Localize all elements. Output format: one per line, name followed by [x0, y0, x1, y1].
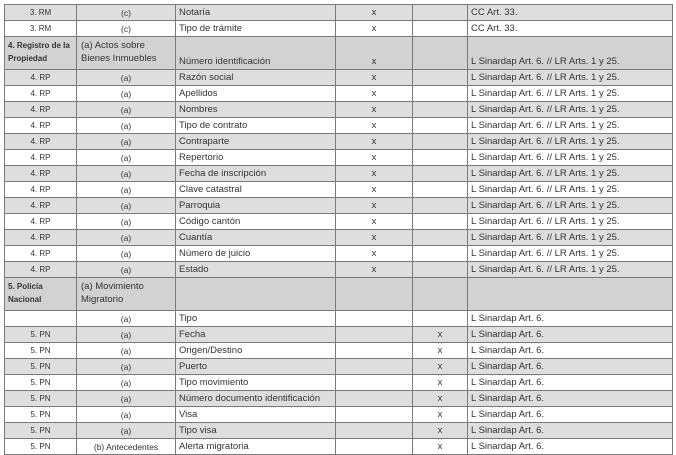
sub-category: (a) [77, 391, 176, 407]
entity-code: 4. RP [5, 262, 77, 278]
mark-column-2: x [413, 439, 468, 455]
mark-column-2 [413, 182, 468, 198]
section-subhead: (a) Actos sobre Bienes Inmuebles [77, 37, 176, 70]
entity-code: 4. RP [5, 150, 77, 166]
section-subhead: (a) Movimiento Migratorio [77, 278, 176, 311]
entity-code: 5. PN [5, 391, 77, 407]
field-name: Tipo de contrato [176, 118, 336, 134]
sub-category: (a) [77, 214, 176, 230]
field-name: Tipo movimiento [176, 375, 336, 391]
mark-column-2 [413, 21, 468, 37]
sub-category: (a) [77, 311, 176, 327]
mark-column-2 [413, 246, 468, 262]
table-row [5, 439, 673, 455]
mark-column-1 [336, 278, 413, 311]
table-row [5, 407, 673, 423]
entity-code: 5. PN [5, 407, 77, 423]
sub-category: (a) [77, 86, 176, 102]
legal-reference: L Sinardap Art. 6. // LR Arts. 1 y 25. [468, 230, 673, 246]
table-row [5, 70, 673, 86]
mark-column-2 [413, 118, 468, 134]
entity-code: 4. RP [5, 86, 77, 102]
mark-column-1: x [336, 118, 413, 134]
sub-category: (a) [77, 102, 176, 118]
mark-column-1: x [336, 86, 413, 102]
mark-column-2: x [413, 423, 468, 439]
mark-column-1: x [336, 150, 413, 166]
sub-category: (a) [77, 343, 176, 359]
mark-column-2 [413, 230, 468, 246]
entity-code: 5. PN [5, 375, 77, 391]
mark-column-2 [413, 150, 468, 166]
mark-column-1: x [336, 198, 413, 214]
table-row [5, 214, 673, 230]
mark-column-1 [336, 343, 413, 359]
mark-column-2: x [413, 359, 468, 375]
mark-column-1: x [336, 102, 413, 118]
mark-column-1 [336, 391, 413, 407]
entity-code: 3. RM [5, 21, 77, 37]
section-title: 5. Policía Nacional [5, 278, 77, 311]
field-name: Número documento identificación [176, 391, 336, 407]
entity-code: 3. RM [5, 5, 77, 21]
field-name: Número de juicio [176, 246, 336, 262]
table-row [5, 150, 673, 166]
table-row [5, 262, 673, 278]
table-row [5, 118, 673, 134]
entity-code: 4. RP [5, 214, 77, 230]
legal-reference: L Sinardap Art. 6. [468, 359, 673, 375]
entity-code: 4. RP [5, 166, 77, 182]
entity-code: 5. PN [5, 343, 77, 359]
sub-category: (a) [77, 327, 176, 343]
mark-column-1: x [336, 134, 413, 150]
mark-column-1: x [336, 230, 413, 246]
field-name: Razón social [176, 70, 336, 86]
legal-reference [468, 278, 673, 311]
legal-reference: CC Art. 33. [468, 21, 673, 37]
table-row [5, 198, 673, 214]
sub-category: (a) [77, 246, 176, 262]
field-name: Repertorio [176, 150, 336, 166]
mark-column-1 [336, 375, 413, 391]
table-row [5, 230, 673, 246]
field-name [176, 278, 336, 311]
table-row [5, 375, 673, 391]
sub-category: (a) [77, 198, 176, 214]
data-registry-table [4, 4, 673, 455]
table-row [5, 134, 673, 150]
field-name: Tipo de trámite [176, 21, 336, 37]
legal-reference: L Sinardap Art. 6. // LR Arts. 1 y 25. [468, 86, 673, 102]
legal-reference: L Sinardap Art. 6. [468, 311, 673, 327]
sub-category: (a) [77, 166, 176, 182]
section-header-row [5, 37, 673, 70]
mark-column-2 [413, 198, 468, 214]
legal-reference: L Sinardap Art. 6. [468, 439, 673, 455]
entity-code: 4. RP [5, 198, 77, 214]
mark-column-2 [413, 311, 468, 327]
mark-column-2: x [413, 391, 468, 407]
mark-column-2: x [413, 407, 468, 423]
mark-column-2 [413, 37, 468, 70]
table-row [5, 5, 673, 21]
sub-category: (a) [77, 423, 176, 439]
mark-column-1 [336, 327, 413, 343]
entity-code: 5. PN [5, 327, 77, 343]
field-name: Cuantía [176, 230, 336, 246]
section-title: 4. Registro de la Propiedad [5, 37, 77, 70]
mark-column-1 [336, 359, 413, 375]
field-name: Tipo [176, 311, 336, 327]
sub-category: (b) Antecedentes [77, 439, 176, 455]
entity-code: 4. RP [5, 70, 77, 86]
field-name: Tipo visa [176, 423, 336, 439]
legal-reference: L Sinardap Art. 6. // LR Arts. 1 y 25. [468, 166, 673, 182]
entity-code: 4. RP [5, 118, 77, 134]
mark-column-1: x [336, 182, 413, 198]
mark-column-1: x [336, 262, 413, 278]
field-name: Notaría [176, 5, 336, 21]
legal-reference: L Sinardap Art. 6. [468, 343, 673, 359]
table-row [5, 86, 673, 102]
legal-reference: L Sinardap Art. 6. // LR Arts. 1 y 25. [468, 70, 673, 86]
table-row [5, 182, 673, 198]
mark-column-2 [413, 134, 468, 150]
table-row [5, 246, 673, 262]
mark-column-2: x [413, 375, 468, 391]
legal-reference: L Sinardap Art. 6. // LR Arts. 1 y 25. [468, 102, 673, 118]
mark-column-2 [413, 166, 468, 182]
mark-column-2: x [413, 327, 468, 343]
table-row [5, 343, 673, 359]
entity-code: 4. RP [5, 230, 77, 246]
mark-column-2 [413, 102, 468, 118]
mark-column-1: x [336, 214, 413, 230]
mark-column-2: x [413, 343, 468, 359]
mark-column-1: x [336, 5, 413, 21]
legal-reference: L Sinardap Art. 6. // LR Arts. 1 y 25. [468, 150, 673, 166]
entity-code: 4. RP [5, 102, 77, 118]
entity-code: 5. PN [5, 439, 77, 455]
field-name: Clave catastral [176, 182, 336, 198]
legal-reference: L Sinardap Art. 6. // LR Arts. 1 y 25. [468, 262, 673, 278]
sub-category: (a) [77, 230, 176, 246]
sub-category: (a) [77, 70, 176, 86]
legal-reference: L Sinardap Art. 6. [468, 423, 673, 439]
field-name: Fecha [176, 327, 336, 343]
sub-category: (a) [77, 262, 176, 278]
mark-column-1 [336, 407, 413, 423]
section-header-row [5, 278, 673, 311]
mark-column-1: x [336, 37, 413, 70]
mark-column-1: x [336, 246, 413, 262]
table-row [5, 102, 673, 118]
sub-category: (a) [77, 375, 176, 391]
sub-category: (a) [77, 118, 176, 134]
sub-category: (a) [77, 134, 176, 150]
sub-category: (a) [77, 182, 176, 198]
field-name: Apellidos [176, 86, 336, 102]
legal-reference: L Sinardap Art. 6. // LR Arts. 1 y 25. [468, 214, 673, 230]
legal-reference: L Sinardap Art. 6. // LR Arts. 1 y 25. [468, 198, 673, 214]
mark-column-1: x [336, 21, 413, 37]
legal-reference: CC Art. 33. [468, 5, 673, 21]
mark-column-1 [336, 439, 413, 455]
mark-column-2 [413, 278, 468, 311]
field-name: Alerta migratoria [176, 439, 336, 455]
legal-reference: L Sinardap Art. 6. [468, 375, 673, 391]
mark-column-2 [413, 262, 468, 278]
entity-code: 4. RP [5, 182, 77, 198]
mark-column-1 [336, 311, 413, 327]
mark-column-1: x [336, 70, 413, 86]
field-name: Visa [176, 407, 336, 423]
legal-reference: L Sinardap Art. 6. // LR Arts. 1 y 25. [468, 134, 673, 150]
table-row [5, 21, 673, 37]
mark-column-1 [336, 423, 413, 439]
mark-column-2 [413, 214, 468, 230]
legal-reference: L Sinardap Art. 6. [468, 391, 673, 407]
legal-reference: L Sinardap Art. 6. // LR Arts. 1 y 25. [468, 118, 673, 134]
mark-column-2 [413, 5, 468, 21]
table-row [5, 311, 673, 327]
entity-code: 5. PN [5, 359, 77, 375]
legal-reference: L Sinardap Art. 6. [468, 407, 673, 423]
legal-reference: L Sinardap Art. 6. [468, 327, 673, 343]
entity-code: 4. RP [5, 134, 77, 150]
sub-category: (a) [77, 359, 176, 375]
table-row [5, 166, 673, 182]
field-name: Nombres [176, 102, 336, 118]
table-row [5, 391, 673, 407]
entity-code: 4. RP [5, 246, 77, 262]
sub-category: (c) [77, 5, 176, 21]
legal-reference: L Sinardap Art. 6. // LR Arts. 1 y 25. [468, 246, 673, 262]
legal-reference: L Sinardap Art. 6. // LR Arts. 1 y 25. [468, 37, 673, 70]
sub-category: (a) [77, 150, 176, 166]
table-row [5, 327, 673, 343]
mark-column-2 [413, 70, 468, 86]
legal-reference: L Sinardap Art. 6. // LR Arts. 1 y 25. [468, 182, 673, 198]
field-name: Número identificación [176, 37, 336, 70]
mark-column-2 [413, 86, 468, 102]
mark-column-1: x [336, 166, 413, 182]
field-name: Estado [176, 262, 336, 278]
field-name: Parroquia [176, 198, 336, 214]
field-name: Fecha de inscripción [176, 166, 336, 182]
entity-code: 5. PN [5, 423, 77, 439]
table-body [5, 5, 673, 455]
sub-category: (a) [77, 407, 176, 423]
field-name: Origen/Destino [176, 343, 336, 359]
table-row [5, 359, 673, 375]
table-row [5, 423, 673, 439]
entity-code [5, 311, 77, 327]
field-name: Puerto [176, 359, 336, 375]
sub-category: (c) [77, 21, 176, 37]
field-name: Código cantón [176, 214, 336, 230]
field-name: Contraparte [176, 134, 336, 150]
